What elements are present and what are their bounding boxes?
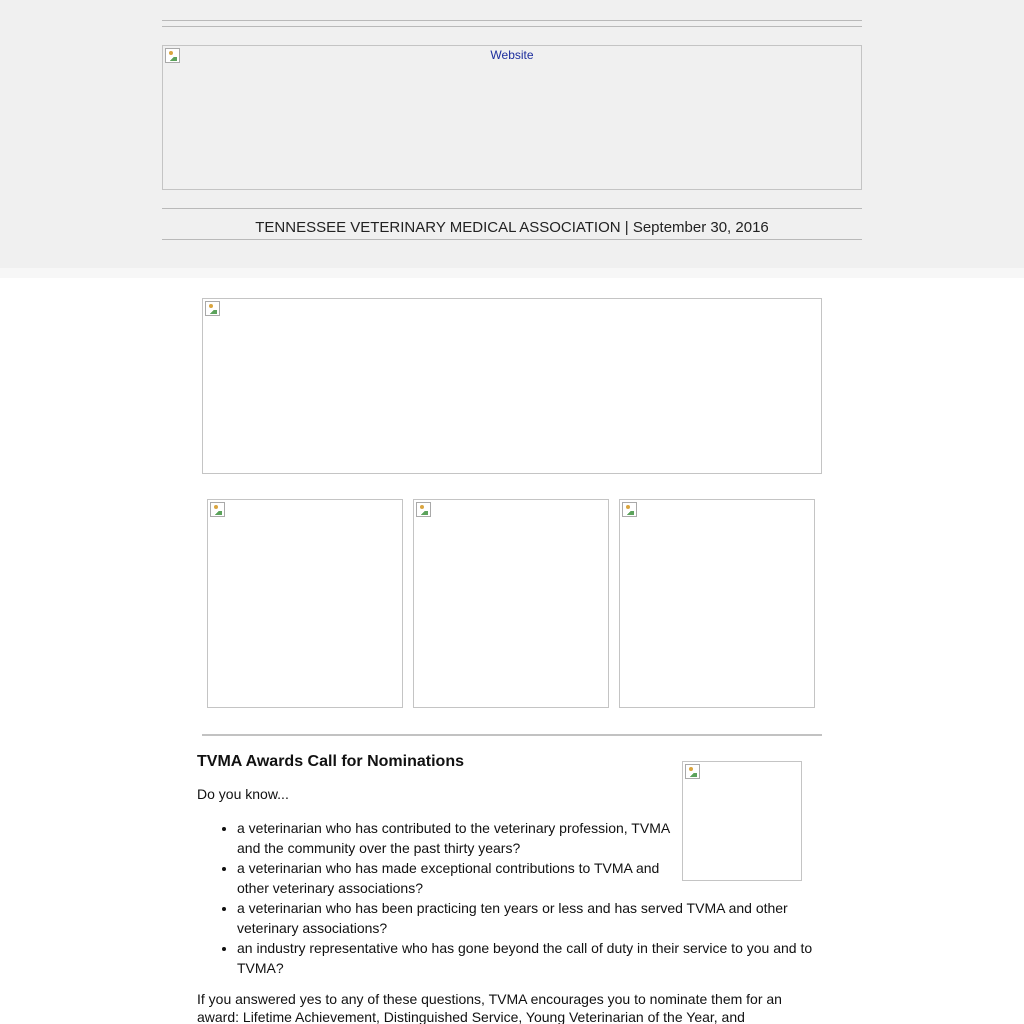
nomination-question-item: • a veterinarian who has made exceptional contributions to TVMA and other veterinary associations?	[237, 858, 677, 898]
nomination-question-item: • a veterinarian who has contributed to the veterinary profession, TVMA and the community over the past thirty years?	[237, 818, 677, 858]
gallery-image-placeholder-1	[207, 499, 403, 708]
broken-image-icon	[622, 502, 637, 517]
header-divider-bottom	[162, 239, 862, 240]
feature-image-placeholder	[202, 298, 822, 474]
association-date-line: TENNESSEE VETERINARY MEDICAL ASSOCIATION | September 30, 2016	[255, 219, 769, 236]
article-intro: Do you know...	[197, 786, 289, 802]
gallery-image-placeholder-2	[413, 499, 609, 708]
top-divider-upper	[162, 20, 862, 21]
header-bottom-band	[0, 268, 1024, 278]
header-divider-top	[162, 208, 862, 209]
broken-image-icon	[205, 301, 220, 316]
top-divider-lower	[162, 26, 862, 27]
section-divider	[202, 734, 822, 736]
article-closing-text: If you answered yes to any of these questions, TVMA encourages you to nominate them for an award: Lifetime Achievement, Distinguished Service, Young Veterinarian of the Year, and	[197, 991, 782, 1024]
broken-image-icon	[416, 502, 431, 517]
nomination-question-item: • a veterinarian who has been practicing ten years or less and has served TVMA and other veterinary associations?	[237, 898, 829, 938]
nomination-question-list	[197, 818, 829, 978]
website-header-image-link[interactable]	[162, 45, 862, 190]
website-link[interactable]: Website	[490, 48, 534, 62]
article-title: TVMA Awards Call for Nominations	[197, 753, 464, 770]
gallery-image-placeholder-3	[619, 499, 815, 708]
awards-article	[197, 750, 829, 1024]
nomination-question-item: • an industry representative who has gone beyond the call of duty in their service to you and to TVMA?	[237, 938, 829, 978]
broken-image-icon	[210, 502, 225, 517]
